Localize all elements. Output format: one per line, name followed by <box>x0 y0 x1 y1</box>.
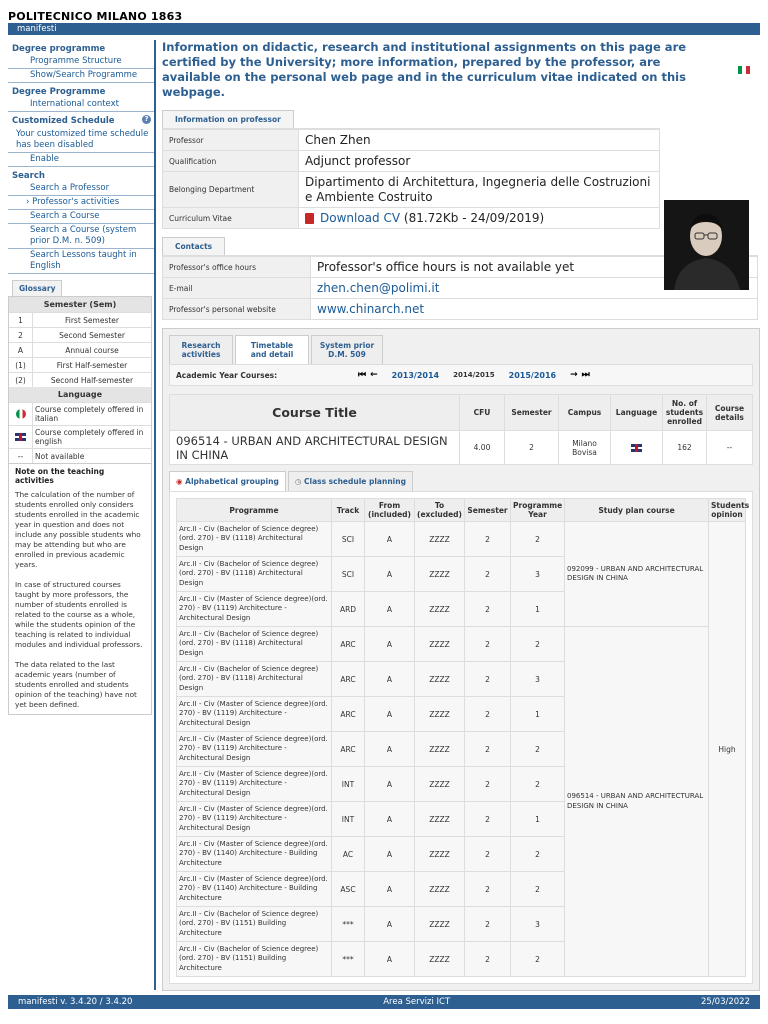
course-cfu: 4.00 <box>460 431 505 465</box>
glossary-row <box>9 312 151 327</box>
table-row <box>177 522 746 557</box>
note-title: Note on the teaching activities <box>9 463 151 488</box>
note-paragraph: In case of structured courses taught by more professors, the number of students enrolled is related to the course as a whole, while the students opinion of the teaching is related to individual modules and individual professors. <box>15 580 143 649</box>
semester-cell: 2 <box>465 592 511 627</box>
programme-cell: Arc.II - Civ (Master of Science degree)(ord. 270) - BV (1119) Architecture - Architectural Design <box>177 732 332 767</box>
info-row <box>163 298 757 319</box>
sidebar-heading-customized <box>8 112 154 127</box>
help-icon[interactable]: ? <box>142 115 151 124</box>
track-cell: *** <box>332 907 365 942</box>
glossary-tab[interactable]: Glossary <box>12 280 62 296</box>
sidebar <box>8 40 156 990</box>
to-cell: ZZZZ <box>415 522 465 557</box>
programme-year-cell: 1 <box>511 592 565 627</box>
clock-icon: ◷ <box>294 477 302 486</box>
to-cell: ZZZZ <box>415 662 465 697</box>
glossary-box <box>8 296 152 715</box>
main-content <box>162 40 760 991</box>
glossary-semester-title: Semester (Sem) <box>9 297 151 312</box>
semester-cell: 2 <box>465 732 511 767</box>
glossary-key: A <box>9 343 33 357</box>
professor-photo <box>664 200 749 290</box>
glossary-key: (2) <box>9 373 33 387</box>
note-paragraph: The data related to the last academic years (number of students enrolled and students opinion of the teaching) have not yet been defined. <box>15 660 137 709</box>
info-key: E-mail <box>163 278 311 298</box>
glossary-value: Second Semester <box>59 330 125 340</box>
programme-cell: Arc.II - Civ (Bachelor of Science degree)(ord. 270) - BV (1118) Architectural Design <box>177 662 332 697</box>
to-cell: ZZZZ <box>415 837 465 872</box>
programme-year-cell: 2 <box>511 522 565 557</box>
from-cell: A <box>365 872 415 907</box>
semester-cell: 2 <box>465 802 511 837</box>
track-cell: ARD <box>332 592 365 627</box>
col-students: No. of students enrolled <box>663 395 707 431</box>
customized-title: Customized Schedule <box>12 116 115 126</box>
first-page-icon[interactable]: ⏮ <box>358 370 367 380</box>
info-key: Qualification <box>163 151 299 171</box>
sidebar-link-international[interactable]: International context <box>8 98 154 112</box>
course-campus: Milano Bovisa <box>559 431 611 465</box>
col-semester: Semester <box>505 395 559 431</box>
track-cell: INT <box>332 767 365 802</box>
glossary-row <box>9 402 151 425</box>
track-cell: ARC <box>332 697 365 732</box>
to-cell: ZZZZ <box>415 767 465 802</box>
glossary-key: (1) <box>9 358 33 372</box>
from-cell: A <box>365 662 415 697</box>
course-header-row <box>170 395 753 431</box>
email-link[interactable]: zhen.chen@polimi.it <box>317 281 440 295</box>
from-cell: A <box>365 732 415 767</box>
from-cell: A <box>365 837 415 872</box>
col-course-title: Course Title <box>170 395 460 431</box>
glossary-row <box>9 448 151 463</box>
track-cell: ARC <box>332 662 365 697</box>
col-students-opinion: Students opinion <box>709 499 746 522</box>
track-cell: ARC <box>332 627 365 662</box>
from-cell: A <box>365 522 415 557</box>
programme-cell: Arc.II - Civ (Bachelor of Science degree)(ord. 270) - BV (1118) Architectural Design <box>177 627 332 662</box>
table-row <box>177 627 746 662</box>
info-key: Professor's office hours <box>163 257 311 277</box>
col-semester: Semester <box>465 499 511 522</box>
academic-year-bar <box>169 364 753 386</box>
semester-cell: 2 <box>465 837 511 872</box>
glossary-key <box>9 403 33 425</box>
italian-language-icon[interactable] <box>738 66 750 74</box>
programme-body <box>177 522 746 977</box>
info-row <box>163 207 659 228</box>
prev-icon[interactable]: ← <box>370 370 378 380</box>
sidebar-link-show-search-programme[interactable]: Show/Search Programme <box>8 69 154 83</box>
study-plan-course-cell: 096514 - URBAN AND ARCHITECTURAL DESIGN IN CHINA <box>565 627 709 977</box>
uk-flag-icon <box>631 444 642 452</box>
to-cell: ZZZZ <box>415 557 465 592</box>
semester-cell: 2 <box>465 557 511 592</box>
from-cell: A <box>365 942 415 977</box>
glossary-row <box>9 342 151 357</box>
customized-text: Your customized time schedule has been disabled <box>8 127 154 153</box>
top-bar <box>0 0 768 24</box>
programme-table <box>176 498 750 977</box>
course-language <box>611 431 663 465</box>
programme-year-cell: 2 <box>511 767 565 802</box>
info-row <box>163 171 659 207</box>
chevron-right-icon: › <box>26 197 33 207</box>
semester-cell: 2 <box>465 522 511 557</box>
programme-year-cell: 3 <box>511 557 565 592</box>
semester-cell: 2 <box>465 697 511 732</box>
programme-year-cell: 2 <box>511 942 565 977</box>
certification-notice <box>162 40 760 100</box>
info-key: Professor's personal website <box>163 299 311 319</box>
programme-year-cell: 1 <box>511 802 565 837</box>
programme-year-cell: 2 <box>511 732 565 767</box>
info-key: Belonging Department <box>163 172 299 207</box>
tab-system-prior[interactable]: System prior D.M. 509 <box>311 335 383 364</box>
sidebar-link-programme-structure[interactable]: Programme Structure <box>8 55 154 69</box>
footer-date: 25/03/2022 <box>701 997 750 1007</box>
programme-year-cell: 2 <box>511 627 565 662</box>
glossary-value: Course completely offered in italian <box>35 405 144 423</box>
office-hours: Professor's office hours is not available yet <box>317 260 575 274</box>
academic-year-label: Academic Year Courses: <box>176 370 278 380</box>
students-opinion-cell: High <box>709 522 746 977</box>
to-cell: ZZZZ <box>415 592 465 627</box>
semester-cell: 2 <box>465 767 511 802</box>
col-language: Language <box>611 395 663 431</box>
sidebar-heading-degree-2: Degree Programme <box>12 87 106 97</box>
glossary-value: First Half-semester <box>56 360 128 370</box>
programme-year-cell: 3 <box>511 907 565 942</box>
programme-cell: Arc.II - Civ (Bachelor of Science degree)(ord. 270) - BV (1118) Architectural Design <box>177 557 332 592</box>
semester-cell: 2 <box>465 627 511 662</box>
year-link-next[interactable]: 2015/2016 <box>508 370 557 380</box>
website-link[interactable]: www.chinarch.net <box>317 302 425 316</box>
glossary-row <box>9 425 151 448</box>
semester-cell: 2 <box>465 942 511 977</box>
tab-class-schedule[interactable] <box>288 471 413 491</box>
glossary-key <box>9 426 33 448</box>
col-study-plan-course: Study plan course <box>565 499 709 522</box>
sidebar-heading-degree: Degree programme <box>12 44 106 54</box>
programme-table-wrap <box>169 491 753 984</box>
sidebar-link-search-professor[interactable]: Search a Professor <box>8 182 154 196</box>
next-icon[interactable]: → <box>570 370 578 380</box>
footer <box>8 995 760 1009</box>
glossary-value: Course completely offered in english <box>35 428 144 446</box>
course-row <box>170 431 753 465</box>
from-cell: A <box>365 907 415 942</box>
programme-year-cell: 3 <box>511 662 565 697</box>
glossary-key: -- <box>9 449 33 463</box>
col-campus: Campus <box>559 395 611 431</box>
to-cell: ZZZZ <box>415 872 465 907</box>
programme-year-cell: 1 <box>511 697 565 732</box>
track-cell: ARC <box>332 732 365 767</box>
tab-research-activities[interactable]: Research activities <box>169 335 233 364</box>
track-cell: INT <box>332 802 365 837</box>
course-title[interactable]: 096514 - URBAN AND ARCHITECTURAL DESIGN IN CHINA <box>170 431 460 465</box>
info-key: Curriculum Vitae <box>163 208 299 228</box>
sidebar-link-enable[interactable]: Enable <box>8 153 154 167</box>
from-cell: A <box>365 697 415 732</box>
uk-flag-icon <box>15 433 26 441</box>
track-cell: ASC <box>332 872 365 907</box>
footer-version: manifesti v. 3.4.20 / 3.4.20 <box>18 997 133 1007</box>
track-cell: AC <box>332 837 365 872</box>
programme-year-cell: 2 <box>511 837 565 872</box>
glossary-language-title: Language <box>9 387 151 402</box>
sidebar-link-search-course[interactable]: Search a Course <box>8 210 154 224</box>
from-cell: A <box>365 592 415 627</box>
note-paragraph: The calculation of the number of students enrolled only considers students enrolled in the academic year in question and does not include any possible students who may be attending but who are enrolled in previous academic years. <box>15 490 141 569</box>
info-row <box>163 129 659 150</box>
info-row <box>163 150 659 171</box>
glossary-value: Second Half-semester <box>50 375 134 385</box>
programme-cell: Arc.II - Civ (Master of Science degree)(ord. 270) - BV (1140) Architecture - Building Architecture <box>177 837 332 872</box>
glossary-row <box>9 372 151 387</box>
sidebar-link-professors-activities-label: Professor's activities <box>32 197 120 207</box>
qualification: Adjunct professor <box>305 154 411 168</box>
certification-text: Information on didactic, research and institutional assignments on this page are certified by the University; more information, prepared by the professor, are available on the personal web page and in the curriculum vitae indicated on this webpage. <box>162 40 687 99</box>
footer-center: Area Servizi ICT <box>383 997 451 1007</box>
professor-info-table <box>162 128 660 229</box>
programme-cell: Arc.II - Civ (Bachelor of Science degree)(ord. 270) - BV (1151) Building Architecture <box>177 942 332 977</box>
glossary-value: First Semester <box>64 315 119 325</box>
sidebar-link-professors-activities[interactable] <box>8 196 154 210</box>
tab-schedule-label: Class schedule planning <box>304 477 406 486</box>
from-cell: A <box>365 627 415 662</box>
to-cell: ZZZZ <box>415 942 465 977</box>
department: Dipartimento di Architettura, Ingegneria delle Costruzioni e Ambiente Costruito <box>305 174 651 204</box>
col-programme: Programme <box>177 499 332 522</box>
info-key: Professor <box>163 130 299 150</box>
website-cell <box>311 299 757 319</box>
last-page-icon[interactable]: ⏭ <box>581 370 590 380</box>
to-cell: ZZZZ <box>415 627 465 662</box>
col-track: Track <box>332 499 365 522</box>
col-programme-year: Programme Year <box>511 499 565 522</box>
course-semester: 2 <box>505 431 559 465</box>
brand-logo[interactable]: POLITECNICO MILANO 1863 <box>8 10 183 23</box>
to-cell: ZZZZ <box>415 802 465 837</box>
glossary-key: 2 <box>9 328 33 342</box>
from-cell: A <box>365 802 415 837</box>
col-from: From (included) <box>365 499 415 522</box>
programme-cell: Arc.II - Civ (Bachelor of Science degree)(ord. 270) - BV (1118) Architectural Design <box>177 522 332 557</box>
year-link-prev[interactable]: 2013/2014 <box>391 370 440 380</box>
professor-info-section <box>162 110 760 229</box>
glossary-value: Not available <box>35 451 85 461</box>
programme-cell: Arc.II - Civ (Master of Science degree)(ord. 270) - BV (1119) Architecture - Architectural Design <box>177 767 332 802</box>
course-details: -- <box>707 431 753 465</box>
tab-timetable-and-detail[interactable]: Timetable and detail <box>235 335 309 364</box>
grouping-tabs <box>169 471 753 491</box>
col-details: Course details <box>707 395 753 431</box>
grouping-icon: ◉ <box>176 477 183 486</box>
activity-tabs <box>169 335 753 364</box>
sidebar-link-search-lessons-english[interactable]: Search Lessons taught in English <box>8 249 154 274</box>
semester-cell: 2 <box>465 872 511 907</box>
glossary-row <box>9 357 151 372</box>
tab-alphabetical-label: Alphabetical grouping <box>185 477 279 486</box>
programme-cell: Arc.II - Civ (Master of Science degree)(ord. 270) - BV (1119) Architecture - Architectural Design <box>177 592 332 627</box>
programme-year-cell: 2 <box>511 872 565 907</box>
sidebar-link-search-course-prior[interactable]: Search a Course (system prior D.M. n. 509) <box>8 224 154 249</box>
track-cell: SCI <box>332 557 365 592</box>
sidebar-heading-search: Search <box>12 171 45 181</box>
pdf-icon <box>305 213 314 224</box>
col-cfu: CFU <box>460 395 505 431</box>
course-students: 162 <box>663 431 707 465</box>
from-cell: A <box>365 767 415 802</box>
track-cell: *** <box>332 942 365 977</box>
track-cell: SCI <box>332 522 365 557</box>
programme-header-row <box>177 499 746 522</box>
cv-meta: (81.72Kb - 24/09/2019) <box>403 211 545 225</box>
study-plan-course-cell: 092099 - URBAN AND ARCHITECTURAL DESIGN IN CHINA <box>565 522 709 627</box>
programme-cell: Arc.II - Civ (Master of Science degree)(ord. 270) - BV (1119) Architecture - Architectural Design <box>177 697 332 732</box>
glossary-row <box>9 327 151 342</box>
to-cell: ZZZZ <box>415 732 465 767</box>
year-current: 2014/2015 <box>453 371 495 379</box>
tab-contacts[interactable]: Contacts <box>162 237 225 255</box>
tab-information-on-professor[interactable]: Information on professor <box>162 110 294 128</box>
professor-portrait-image <box>664 200 749 290</box>
glossary-key: 1 <box>9 313 33 327</box>
glossary-value: Annual course <box>65 345 119 355</box>
section-bar: manifesti <box>8 23 760 35</box>
tab-alphabetical-grouping[interactable] <box>169 471 286 491</box>
to-cell: ZZZZ <box>415 907 465 942</box>
semester-cell: 2 <box>465 907 511 942</box>
programme-cell: Arc.II - Civ (Bachelor of Science degree)(ord. 270) - BV (1151) Building Architecture <box>177 907 332 942</box>
semester-cell: 2 <box>465 662 511 697</box>
courses-panel <box>162 328 760 991</box>
professor-name: Chen Zhen <box>305 133 371 147</box>
download-cv-link[interactable]: Download CV <box>320 211 401 225</box>
course-table <box>169 394 753 465</box>
cv-cell <box>299 208 659 228</box>
programme-cell: Arc.II - Civ (Master of Science degree)(ord. 270) - BV (1140) Architecture - Building Architecture <box>177 872 332 907</box>
from-cell: A <box>365 557 415 592</box>
programme-cell: Arc.II - Civ (Master of Science degree)(ord. 270) - BV (1119) Architecture - Architectural Design <box>177 802 332 837</box>
italy-flag-icon <box>16 409 26 419</box>
col-to: To (excluded) <box>415 499 465 522</box>
to-cell: ZZZZ <box>415 697 465 732</box>
